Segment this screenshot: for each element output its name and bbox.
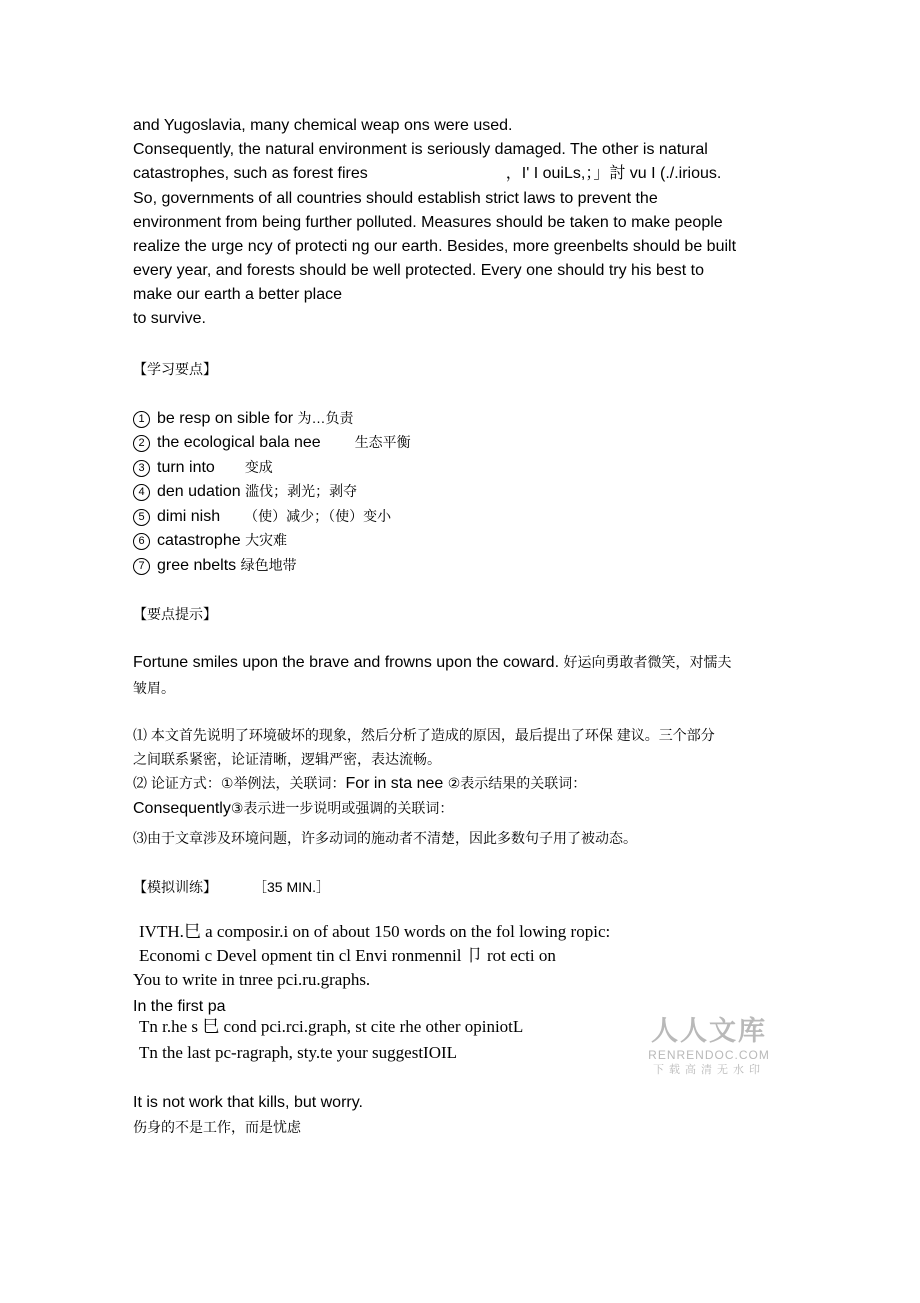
note-2-english-2: Consequently [133,800,231,817]
watermark-logo-text: 人人文库 [651,1016,767,1047]
proverb-line-2: 皱眉。 [133,680,175,696]
essay-line-7: every year, and forests should be well protected. Every one should try his best to [133,262,704,279]
note-1-line-1: ⑴ 本文首先说明了环境破坏的现象，然后分析了造成的原因，最后提出了环保 建议。三个部分 [133,727,715,743]
essay-line-3-text: catastrophes, such as forest fires [133,165,368,182]
meaning: 大灾难 [245,532,288,548]
essay-line-4: So, governments of all countries should establish strict laws to prevent the [133,190,658,207]
essay-line-8: make our earth a better place [133,286,343,303]
study-point-item [133,479,357,504]
study-point-item [133,455,273,480]
note-2-chinese-3: ③表示进一步说明或强调的关联词： [230,800,454,816]
note-3: ⑶由于文章涉及环境问题，许多动词的施动者不清楚，因此多数句子用了被动态。 [133,830,637,846]
essay-line-3 [133,162,721,186]
circled-number: 1 [133,411,150,428]
tips-heading: 【要点提示】 [133,606,217,622]
quote-english: It is not work that kills, but worry. [133,1094,363,1111]
term: be resp on sible for [157,410,294,427]
practice-heading: 【模拟训练】 [133,879,217,895]
watermark [646,1016,772,1078]
study-point-item [133,528,287,553]
meaning: 为…负责 [297,410,354,426]
meaning: 滥伐；剥光；剥夺 [245,483,358,499]
note-1-line-2: 之间联系紧密，论证清晰，逻辑严密，表达流畅。 [133,751,441,767]
essay-line-1: and Yugoslavia, many chemical weap ons were used. [133,117,513,134]
essay-line-3-garbled: ，I' I ouiLs,；」討 vu I (./.irious. [505,165,722,182]
meaning: 绿色地带 [240,557,297,573]
term: gree nbelts [157,557,237,574]
essay-line-2: Consequently, the natural environment is seriously damaged. The other is natural [133,141,708,158]
circled-number: 3 [133,460,150,477]
watermark-slogan: 下载高清无水印 [653,1064,765,1076]
meaning: （使）减少；（使）变小 [244,508,392,524]
term: turn into [157,459,215,476]
practice-line-1: IVTH.巳 a composir.i on of about 150 words on the fol lowing ropic: [139,922,611,941]
watermark-domain: RENRENDOC.COM [648,1048,770,1062]
meaning: 生态平衡 [354,434,411,450]
essay-line-6: realize the urge ncy of protecti ng our earth. Besides, more greenbelts should be built [133,238,737,255]
study-point-item [133,406,354,431]
essay-line-9: to survive. [133,310,206,327]
practice-line-5: Tn r.he s 巳 cond pci.rci.graph, st cite rhe other opiniotL [139,1017,524,1036]
term: the ecological bala nee [157,434,321,451]
quote-chinese: 伤身的不是工作，而是忧虑 [133,1119,301,1135]
practice-duration: ［35 MIN.］ [253,879,331,895]
study-point-item [133,504,391,529]
note-2-line-1 [133,771,586,796]
practice-line-6: Tn the last pc-ragraph, sty.te your suggestIOIL [139,1043,458,1062]
note-2-english: For in sta nee [345,775,444,792]
proverb-line-1 [133,650,731,675]
circled-number: 6 [133,533,150,550]
essay-line-5: environment from being further polluted. Measures should be taken to make people [133,214,723,231]
circled-number: 7 [133,558,150,575]
term: catastrophe [157,532,241,549]
circled-number: 5 [133,509,150,526]
study-point-item [133,430,411,455]
note-2-chinese: ⑵ 论证方式：①举例法，关联词： [133,775,346,791]
circled-number: 2 [133,435,150,452]
practice-line-4: In the first pa [133,998,226,1015]
meaning: 变成 [244,459,273,475]
note-2-chinese-2: ②表示结果的关联词： [447,775,587,791]
practice-line-3: You to write in tnree pci.ru.graphs. [133,970,371,989]
practice-line-2: Economi c Devel opment tin cl Envi ronmennil 卩 rot ecti on [139,946,556,965]
term: dimi nish [157,508,221,525]
study-points-heading: 【学习要点】 [133,361,217,377]
proverb-english: Fortune smiles upon the brave and frowns upon the coward. [133,654,560,671]
study-point-item [133,553,297,578]
practice-heading-line [133,875,330,900]
term: den udation [157,483,241,500]
circled-number: 4 [133,484,150,501]
note-2-line-2 [133,796,453,821]
proverb-chinese: 好运向勇敢者微笑，对懦夫 [563,654,732,670]
